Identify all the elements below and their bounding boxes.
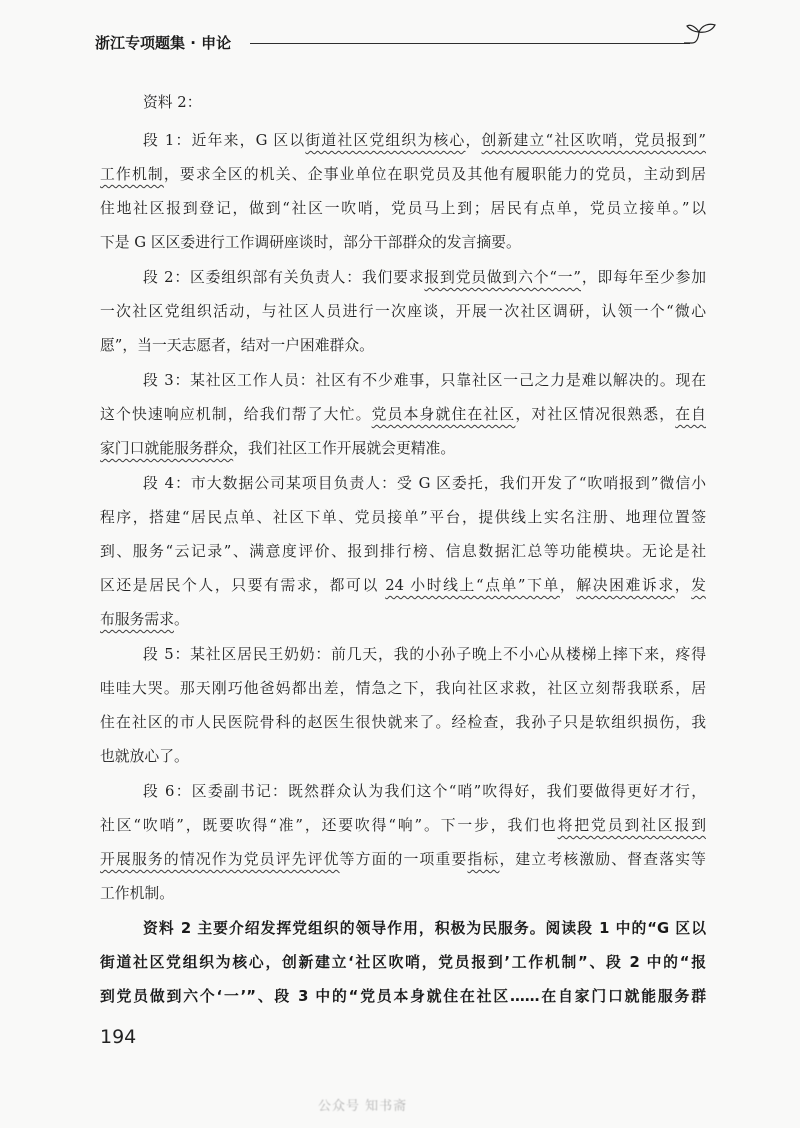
text-line: [100, 740, 706, 774]
underlined-phrase: 将把党员到社区报到: [557, 817, 706, 834]
paragraph-5: [100, 638, 706, 774]
text-segment: 工作机制。: [100, 885, 174, 902]
underlined-phrase: 指标: [467, 851, 500, 868]
text-segment: 段 2：区委组织部有关负责人：我们要求: [143, 269, 425, 286]
underlined-phrase: 解决困难诉求: [576, 577, 675, 594]
paragraph-2: [100, 261, 706, 363]
text-segment: ，要求全区的机关、企事业单位在职党员及其他有履职能力的党员，主动到居: [163, 166, 706, 183]
text-segment: 段 5：某社区居民王奶奶：前几天，我的小孙子晚上不小心从楼梯上摔下来，疼得: [143, 646, 706, 663]
text-line: [100, 124, 706, 158]
text-segment: 段 1：近年来，G 区以: [143, 132, 306, 149]
text-line: [100, 432, 706, 466]
underlined-phrase: 工作机制: [100, 166, 164, 183]
text-segment: ，对社区情况很熟悉，: [515, 406, 676, 423]
text-line: [100, 295, 706, 329]
text-segment: ，即每年至少参加: [581, 269, 706, 286]
text-segment: 段 3：某社区工作人员：社区有不少难事，只靠社区一己之力是难以解决的。现在: [143, 372, 706, 389]
text-segment: ，建立考核激励、督查落实等: [499, 851, 706, 868]
text-segment: 程序，搭建“居民点单、社区下单、党员接单”平台，提供线上实名注册、地理位置签: [100, 509, 706, 526]
underlined-phrase: 开展服务的情况作为党员评先评优: [100, 851, 340, 868]
watermark: 公众号 知书斋: [318, 1099, 408, 1114]
text-line: [100, 775, 706, 809]
text-segment: 社区“吹哨”，既要吹得“准”，还要吹得“响”。下一步，我们也: [100, 817, 558, 834]
text-line: [100, 603, 706, 637]
underlined-phrase: 24 小时线上“点单”下单: [385, 577, 560, 594]
text-segment: ，: [559, 577, 577, 594]
underlined-phrase: 创新建立“社区吹哨，党员报到”: [481, 132, 706, 149]
page-body: [100, 86, 706, 1014]
underlined-phrase: 布服务需求: [100, 611, 174, 628]
text-segment: ，: [674, 577, 692, 594]
header-rule: [250, 43, 690, 44]
prompt-line: 街道社区党组织为核心，创新建立‘社区吹哨，党员报到’工作机制”、段 2 中的“报: [100, 954, 706, 971]
running-header-title: 浙江专项题集 · 申论: [95, 34, 232, 52]
question-prompt: [100, 912, 706, 1014]
underlined-phrase: 街道社区党组织为核心: [305, 132, 466, 149]
text-line: [100, 535, 706, 569]
sprout-icon: [684, 22, 718, 48]
text-line: [100, 158, 706, 192]
paragraph-6: [100, 775, 706, 911]
text-line: [100, 569, 706, 603]
text-line: [100, 329, 706, 363]
text-segment: 等方面的一项重要: [339, 851, 468, 868]
text-line: [100, 809, 706, 843]
text-line: [100, 706, 706, 740]
paragraph-4: [100, 467, 706, 637]
text-segment: 住地社区报到登记，做到“社区一吹哨，党员马上到；居民有点单，党员立接单。”以: [100, 200, 706, 217]
text-line: [100, 467, 706, 501]
section-label: 资料 2：: [143, 94, 202, 111]
text-segment: 哇哇大哭。那天刚巧他爸妈都出差，情急之下，我向社区求救，社区立刻帮我联系，居: [100, 680, 706, 697]
text-segment: 段 4：市大数据公司某项目负责人：受 G 区委托，我们开发了“吹哨报到”微信小: [143, 475, 706, 492]
text-segment: 到、服务“云记录”、满意度评价、报到排行榜、信息数据汇总等功能模块。无论是社: [100, 543, 706, 560]
text-segment: 。: [174, 611, 189, 628]
page-number: 194: [100, 1026, 137, 1048]
text-segment: 住在社区的市人民医院骨科的赵医生很快就来了。经检查，我孙子只是软组织损伤，我: [100, 714, 706, 731]
text-segment: ，我们社区工作开展就会更精准。: [233, 440, 456, 457]
text-segment: ，: [465, 132, 482, 149]
text-line: [100, 192, 706, 226]
text-segment: 也就放心了。: [100, 748, 189, 765]
text-line: [100, 638, 706, 672]
paragraph-3: [100, 364, 706, 466]
text-line: [100, 501, 706, 535]
text-segment: 段 6：区委副书记：既然群众认为我们这个“哨”吹得好，我们要做得更好才行，: [143, 783, 706, 800]
text-segment: 一次社区党组织活动，与社区人员进行一次座谈，开展一次社区调研，认领一个“微心: [100, 303, 706, 320]
text-line: [100, 398, 706, 432]
prompt-line: 到党员做到六个‘一’”、段 3 中的“党员本身就住在社区……在自家门口就能服务群: [100, 988, 706, 1005]
text-segment: 下是 G 区区委进行工作调研座谈时，部分干部群众的发言摘要。: [100, 234, 521, 251]
text-line: [100, 226, 706, 260]
prompt-line: 资料 2 主要介绍发挥党组织的领导作用，积极为民服务。阅读段 1 中的“G 区以: [143, 920, 706, 937]
text-segment: 区还是居民个人，只要有需求，都可以: [100, 577, 386, 594]
paragraph-1: [100, 124, 706, 260]
text-line: [100, 672, 706, 706]
text-segment: 愿”，当一天志愿者，结对一户困难群众。: [100, 337, 374, 354]
text-line: [100, 261, 706, 295]
text-line: [100, 843, 706, 877]
text-segment: 这个快速响应机制，给我们帮了大忙。: [100, 406, 372, 423]
underlined-phrase: 在自: [675, 406, 706, 423]
text-line: [100, 877, 706, 911]
underlined-phrase: 党员本身就住在社区: [371, 406, 516, 423]
underlined-phrase: 家门口就能服务群众: [100, 440, 234, 457]
text-line: [100, 364, 706, 398]
underlined-phrase: 发: [691, 577, 706, 594]
underlined-phrase: 报到党员做到六个“一”: [424, 269, 581, 286]
